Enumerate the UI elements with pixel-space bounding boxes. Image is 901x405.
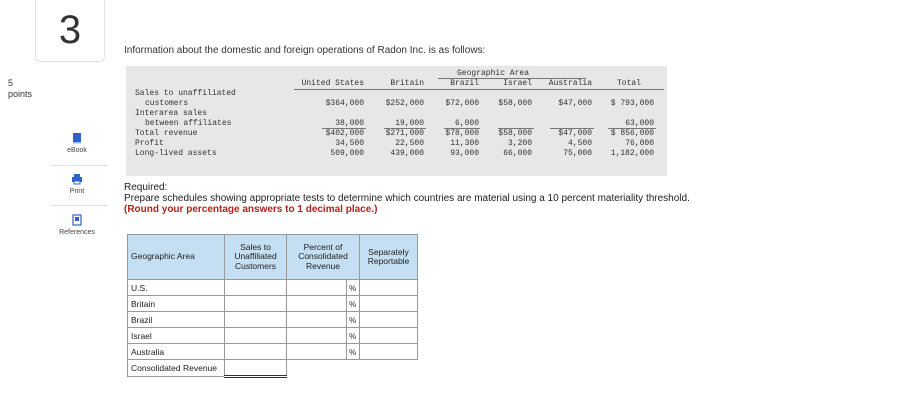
- blank-cell: [347, 360, 360, 377]
- cell: 38,000: [335, 119, 364, 128]
- divider: [50, 205, 108, 206]
- col-header-total: Total: [616, 79, 641, 88]
- col-header-britain: Britain: [390, 79, 424, 88]
- cell: 66,000: [503, 149, 532, 158]
- cell: 75,000: [563, 149, 592, 158]
- reportable-input-australia[interactable]: [360, 344, 417, 359]
- cell: $72,000: [445, 99, 479, 108]
- cell: $ 856,000: [610, 129, 654, 138]
- table-row: [128, 312, 418, 328]
- table-row: [128, 328, 418, 344]
- header-sales: Sales to Unaffiliated Customers: [225, 235, 287, 280]
- cell: 6,000: [454, 119, 479, 128]
- cell: $47,000: [558, 99, 592, 108]
- book-icon: [71, 132, 83, 144]
- row-label: Interarea sales: [135, 109, 208, 118]
- sales-input-brazil[interactable]: [225, 312, 286, 327]
- percent-symbol: %: [349, 283, 357, 293]
- reportable-input-brazil[interactable]: [360, 312, 417, 327]
- cell: 4,500: [567, 139, 592, 148]
- print-label: Print: [69, 188, 85, 195]
- row-label: between affiliates: [145, 119, 232, 128]
- row-label: Long-lived assets: [135, 149, 217, 158]
- cell: $252,000: [385, 99, 424, 108]
- reportable-input-us[interactable]: [360, 280, 417, 295]
- col-header-us: United States: [301, 79, 364, 88]
- sales-input-consolidated[interactable]: [225, 360, 286, 375]
- table-row: [128, 344, 418, 360]
- col-header-australia: Australia: [548, 79, 592, 88]
- cell: 509,000: [330, 149, 364, 158]
- row-label-israel: Israel: [128, 328, 225, 344]
- sales-input-australia[interactable]: [225, 344, 286, 359]
- references-icon: [71, 214, 83, 226]
- header-geographic-area: Geographic Area: [128, 235, 225, 280]
- table-row: [128, 296, 418, 312]
- cell: $47,000: [558, 129, 592, 138]
- row-label-consolidated: Consolidated Revenue: [128, 360, 225, 377]
- cell: $364,000: [325, 99, 364, 108]
- cell: 19,000: [395, 119, 424, 128]
- cell: 76,000: [625, 139, 654, 148]
- percent-input-australia[interactable]: [287, 344, 346, 359]
- cell: 3,200: [507, 139, 532, 148]
- required-heading: Required:: [124, 182, 168, 193]
- table-row: [128, 360, 418, 377]
- percent-input-us[interactable]: [287, 280, 346, 295]
- points-indicator: [8, 78, 32, 100]
- cell: 93,000: [450, 149, 479, 158]
- header-reportable: Separately Reportable: [360, 235, 418, 280]
- col-header-israel: Israel: [503, 79, 532, 88]
- table-row: [128, 280, 418, 296]
- col-header-brazil: Brazil: [450, 79, 479, 88]
- required-section: [124, 182, 690, 215]
- answer-table: [127, 234, 418, 378]
- ebook-button[interactable]: [50, 132, 104, 154]
- blank-cell: [287, 360, 347, 377]
- row-label-britain: Britain: [128, 296, 225, 312]
- ebook-label: eBook: [67, 147, 87, 154]
- percent-symbol: %: [349, 331, 357, 341]
- divider: [50, 165, 108, 166]
- row-label-brazil: Brazil: [128, 312, 225, 328]
- group-header: Geographic Area: [457, 69, 530, 78]
- percent-symbol: %: [349, 347, 357, 357]
- cell: 34,500: [335, 139, 364, 148]
- sales-input-britain[interactable]: [225, 296, 286, 311]
- rounding-note: (Round your percentage answers to 1 decimal place.): [124, 204, 378, 215]
- intro-text: Information about the domestic and foreign operations of Radon Inc. is as follows:: [124, 45, 486, 56]
- sales-input-us[interactable]: [225, 280, 286, 295]
- print-button[interactable]: [50, 173, 104, 195]
- header-underline: [294, 89, 664, 90]
- cell: $ 793,000: [610, 99, 654, 108]
- cell: 63,000: [625, 119, 654, 128]
- geographic-data-table: [126, 66, 667, 176]
- header-percent: Percent of Consolidated Revenue: [287, 235, 360, 280]
- cell: $58,000: [498, 99, 532, 108]
- percent-input-britain[interactable]: [287, 296, 346, 311]
- points-value: 5: [8, 78, 14, 88]
- cell: 1,182,000: [610, 149, 654, 158]
- cell: 439,000: [390, 149, 424, 158]
- row-label: Profit: [135, 139, 164, 148]
- references-label: References: [59, 229, 95, 236]
- cell: 22,500: [395, 139, 424, 148]
- cell: $78,000: [445, 129, 479, 138]
- percent-input-brazil[interactable]: [287, 312, 346, 327]
- reportable-input-israel[interactable]: [360, 328, 417, 343]
- question-number: 3: [35, 0, 105, 62]
- cell: 11,300: [450, 139, 479, 148]
- percent-input-israel[interactable]: [287, 328, 346, 343]
- cell: $271,000: [385, 129, 424, 138]
- reportable-input-britain[interactable]: [360, 296, 417, 311]
- percent-symbol: %: [349, 315, 357, 325]
- percent-symbol: %: [349, 299, 357, 309]
- sales-input-israel[interactable]: [225, 328, 286, 343]
- row-label-us: U.S.: [128, 280, 225, 296]
- references-button[interactable]: [50, 214, 104, 236]
- cell: $402,000: [325, 129, 364, 138]
- blank-cell: [360, 360, 418, 377]
- required-text: Prepare schedules showing appropriate tests to determine which countries are material using a 10 percent materiality threshold.: [124, 193, 690, 204]
- row-label: Sales to unaffiliated: [135, 89, 236, 98]
- row-label: customers: [145, 99, 189, 108]
- row-label: Total revenue: [135, 129, 198, 138]
- points-label: points: [8, 89, 33, 99]
- cell: $58,000: [498, 129, 532, 138]
- printer-icon: [71, 173, 83, 185]
- row-label-australia: Australia: [128, 344, 225, 360]
